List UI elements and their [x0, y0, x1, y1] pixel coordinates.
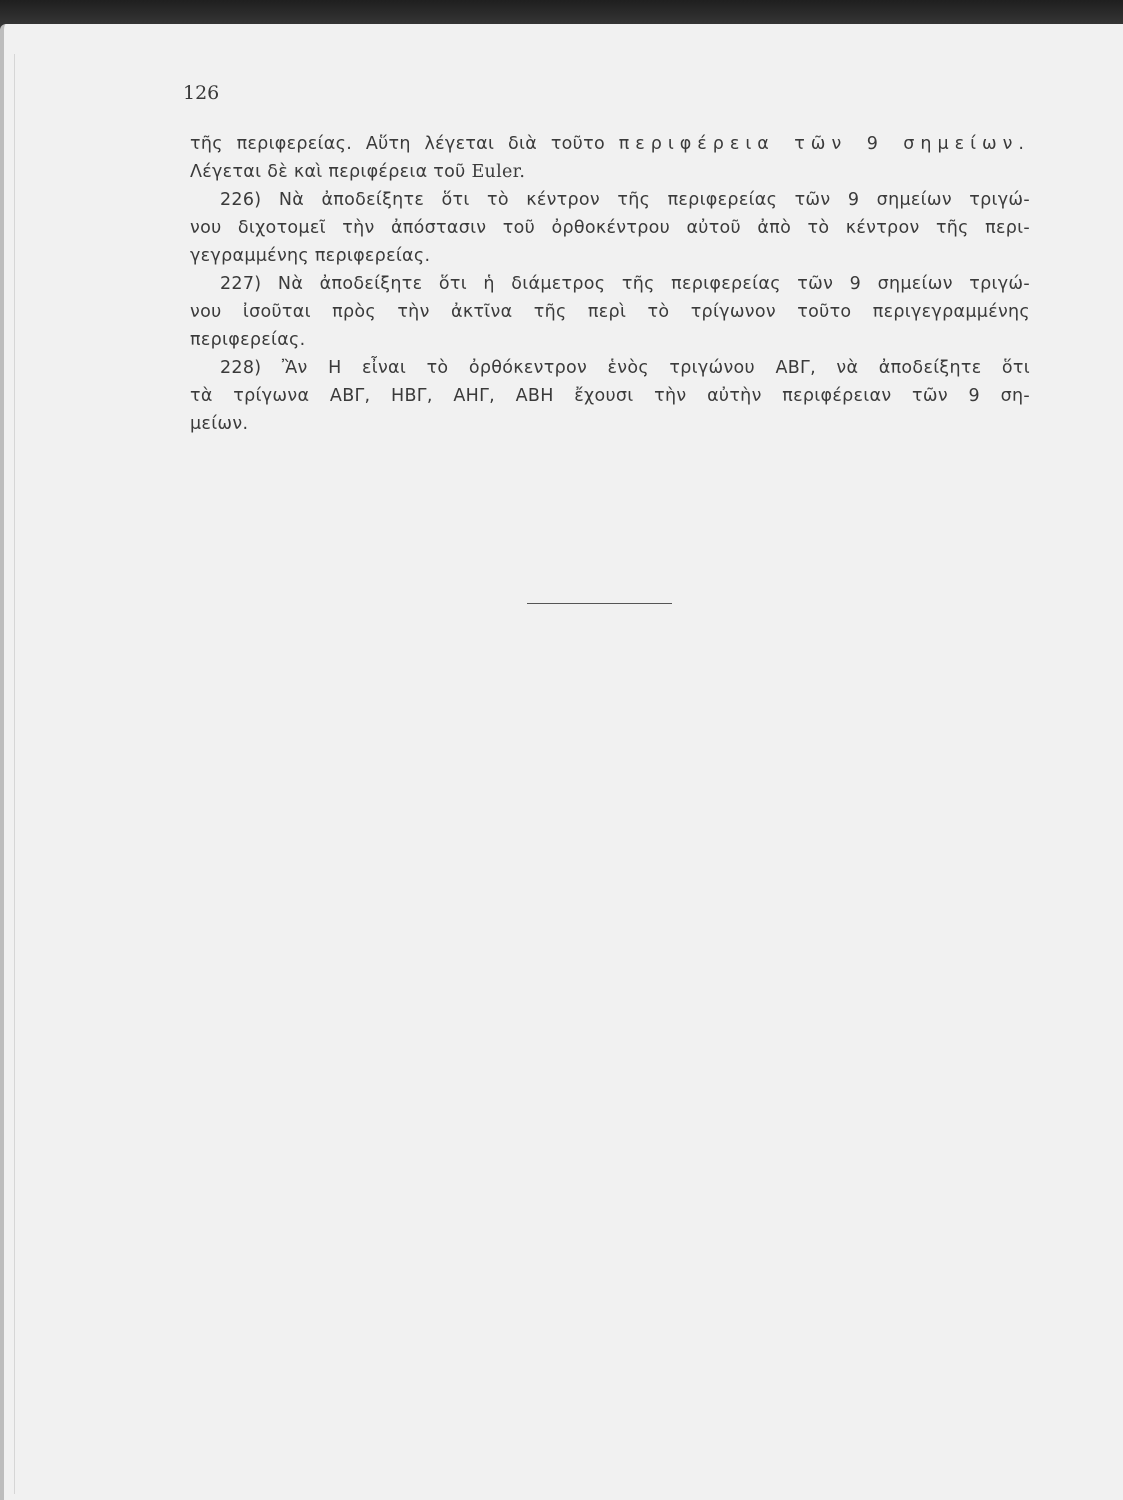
problem-226-line-1: 226) Νὰ ἀποδείξητε ὅτι τὸ κέντρον τῆς περιφερείας τῶν 9 σημείων τριγώ-: [220, 190, 1030, 210]
page-text: [190, 130, 1030, 438]
problem-227-line-3: περιφερείας.: [190, 330, 306, 350]
section-divider: [527, 603, 672, 604]
problem-228-line-2: τὰ τρίγωνα ΑΒΓ, ΗΒΓ, ΑΗΓ, ΑΒΗ ἔχουσι τὴν αὐτὴν περιφέρειαν τῶν 9 ση-: [190, 386, 1030, 406]
text-line-2: [190, 158, 1030, 186]
problem-228-line-1: 228) Ἂν Η εἶναι τὸ ὀρθόκεντρον ἑνὸς τριγώνου ΑΒΓ, νὰ ἀποδείξητε ὅτι: [220, 358, 1030, 378]
page-number: 126: [183, 82, 220, 104]
text-line-2-euler: Euler.: [471, 162, 526, 182]
text-line-2-a: Λέγεται δὲ καὶ περιφέρεια τοῦ: [190, 162, 466, 182]
text-line-1-a: τῆς περιφερείας. Αὕτη λέγεται διὰ τοῦτο: [190, 134, 605, 154]
problem-227-line-1: 227) Νὰ ἀποδείξητε ὅτι ἡ διάμετρος τῆς περιφερείας τῶν 9 σημείων τριγώ-: [220, 274, 1030, 294]
problem-226-line-2: νου διχοτομεῖ τὴν ἀπόστασιν τοῦ ὀρθοκέντρου αὐτοῦ ἀπὸ τὸ κέντρον τῆς περι-: [190, 218, 1030, 238]
problem-226-line-3: γεγραμμένης περιφερείας.: [190, 246, 431, 266]
text-line-1-b-spaced: περιφέρεια τῶν 9 σημείων.: [618, 134, 1030, 154]
problem-228-line-3: μείων.: [190, 414, 249, 434]
page-edge: [4, 54, 15, 1494]
problem-227-line-2: νου ἰσοῦται πρὸς τὴν ἀκτῖνα τῆς περὶ τὸ τρίγωνον τοῦτο περιγεγραμμένης: [190, 302, 1030, 322]
text-line-1: [190, 130, 1030, 158]
